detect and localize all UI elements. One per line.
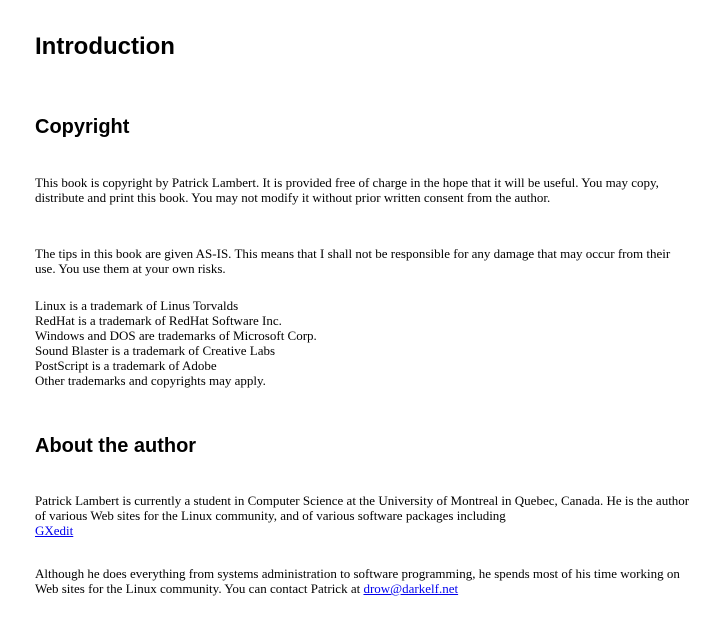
disclaimer-paragraph: The tips in this book are given AS-IS. This means that I shall not be responsible for any damage that may occur from their use. You use them at your own risks.: [35, 246, 671, 276]
trademark-line: Sound Blaster is a trademark of Creative Labs: [35, 343, 276, 358]
trademark-line: RedHat is a trademark of RedHat Software Inc.: [35, 313, 282, 328]
author-contact-paragraph: [35, 566, 690, 596]
trademark-line: Linux is a trademark of Linus Torvalds: [35, 298, 239, 313]
author-bio-paragraph: [35, 493, 690, 538]
trademark-line: Windows and DOS are trademarks of Microsoft Corp.: [35, 328, 317, 343]
author-contact-text: Although he does everything from systems administration to software programming, he spends most of his time working on Web sites for the Linux community. You can contact Patrick at: [35, 566, 680, 596]
trademark-line: PostScript is a trademark of Adobe: [35, 358, 217, 373]
email-link[interactable]: drow@darkelf.net: [363, 581, 459, 596]
copyright-heading: Copyright: [35, 116, 130, 138]
trademark-line: Other trademarks and copyrights may apply.: [35, 373, 266, 388]
author-bio-text: Patrick Lambert is currently a student in Computer Science at the University of Montreal in Quebec, Canada. He is the author of various Web sites for the Linux community, and of various software packages including: [35, 493, 690, 523]
trademarks-list: [35, 298, 690, 388]
copyright-paragraph: This book is copyright by Patrick Lambert. It is provided free of charge in the hope that it will be useful. You may copy, distribute and print this book. You may not modify it without prior written consent from the author.: [35, 175, 659, 205]
about-author-heading: About the author: [35, 435, 197, 457]
page-title: Introduction: [35, 33, 175, 60]
gxedit-link[interactable]: GXedit: [35, 523, 74, 538]
